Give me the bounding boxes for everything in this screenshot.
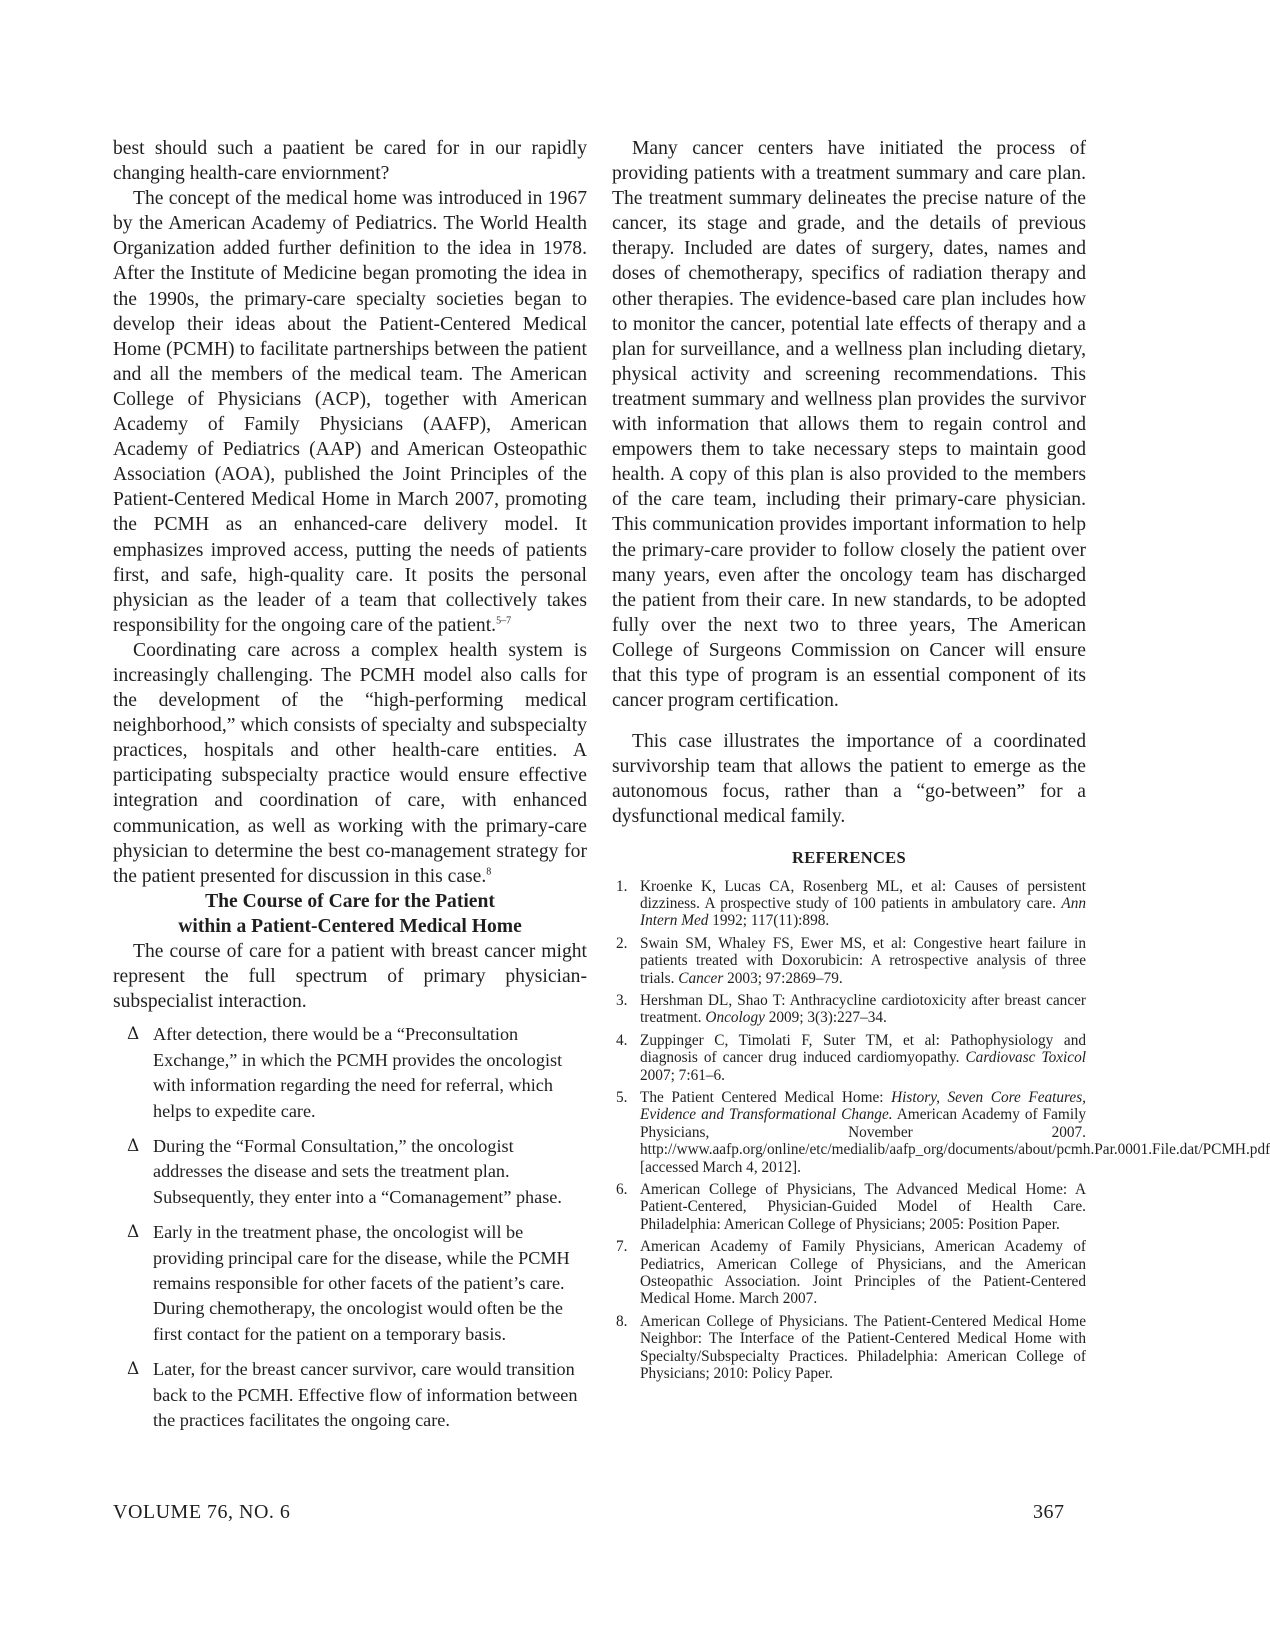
left-column <box>113 136 587 1443</box>
references-list <box>612 877 1270 1383</box>
reference-item: 5. The Patient Centered Medical Home: History, Seven Core Features, Evidence and Transformational Change. American Academy of Family Physicians, November 2007. http://www.aafp.org/online/etc/medialib/aafp_org/documents/about/pcmh.Par.0001.File.dat/PCMH.pdf [accessed March 4, 2012]. <box>616 1089 1270 1176</box>
bullet-item <box>113 1357 587 1433</box>
reference-number: 3. <box>616 991 628 1009</box>
left-paragraph-2 <box>113 186 587 638</box>
reference-number: 2. <box>616 934 628 952</box>
reference-number: 1. <box>616 877 628 895</box>
left-paragraph-3 <box>113 638 587 889</box>
reference-item: 7. American Academy of Family Physicians, American Academy of Pediatrics, American College of Physicians, and the American Osteopathic Association. Joint Principles of the Patient-Centered Medical Home. March 2007. <box>616 1238 1086 1308</box>
bullet-item <box>113 1022 587 1124</box>
delta-bullet-icon: Δ <box>127 1135 140 1156</box>
reference-item: 1. Kroenke K, Lucas CA, Rosenberg ML, et al: Causes of persistent dizziness. A prospective study of 100 patients in ambulatory care. Ann Intern Med 1992; 117(11):898. <box>616 877 1086 930</box>
delta-bullet-icon: Δ <box>127 1024 140 1045</box>
reference-number: 8. <box>616 1312 628 1330</box>
bullet-text: Early in the treatment phase, the oncologist will be providing principal care for the disease, while the PCMH remains responsible for other facets of the patient’s care. During chemotherapy, the oncologist would often be the first contact for the patient on a temporary basis. <box>153 1222 570 1344</box>
section-heading-line-1: The Course of Care for the Patient <box>205 890 495 912</box>
reference-item: 4. Zuppinger C, Timolati F, Suter TM, et al: Pathophysiology and diagnosis of cancer drug induced cardiomyopathy. Cardiovasc Toxicol 2007; 7:61–6. <box>616 1031 1086 1084</box>
section-heading <box>113 889 587 939</box>
reference-number: 4. <box>616 1031 628 1049</box>
left-paragraph-2-text: The concept of the medical home was introduced in 1967 by the American Academy of Pediatrics. The World Health Organization added further definition to the idea in 1978. After the Institute of Medicine began promoting the idea in the 1990s, the primary-care specialty societies began to develop their ideas about the Patient-Centered Medical Home (PCMH) to facilitate partnerships between the patient and all the members of the medical team. The American College of Physicians (ACP), together with American Academy of Family Physicians (AAFP), American Academy of Pediatrics (AAP) and American Osteopathic Association (AOA), published the Joint Principles of the Patient-Centered Medical Home in March 2007, promoting the PCMH as an enhanced-care delivery model. It emphasizes improved access, putting the needs of patients first, and safe, high-quality care. It posits the personal physician as the leader of a team that collectively takes responsibility for the ongoing care of the patient. <box>113 188 587 636</box>
bullet-text: After detection, there would be a “Preconsultation Exchange,” in which the PCMH provides the oncologist with information regarding the need for referral, which helps to expedite care. <box>153 1024 563 1121</box>
section-heading-line-2: within a Patient-Centered Medical Home <box>178 915 522 937</box>
left-paragraph-3-text: Coordinating care across a complex health system is increasingly challenging. The PCMH model also calls for the development of the “high-performing medical neighborhood,” which consists of specialty and subspecialty practices, hospitals and other health-care entities. A participating subspecialty practice would ensure effective integration and coordination of care, with enhanced communication, as well as working with the primary-care physician to determine the best co-management strategy for the patient presented for discussion in this case. <box>113 639 587 887</box>
left-paragraph-1: best should such a paatient be cared for in our rapidly changing health-care enviornment? <box>113 138 587 185</box>
citation-5-7: 5–7 <box>496 615 512 627</box>
reference-number: 7. <box>616 1238 628 1256</box>
reference-item: 8. American College of Physicians. The Patient-Centered Medical Home Neighbor: The Interface of the Patient-Centered Medical Home with Specialty/Subspecialty Practices. Philadelphia: American College of Physicians; 2010: Policy Paper. <box>616 1312 1086 1383</box>
bullet-list <box>113 1022 587 1433</box>
page-number: 367 <box>1033 1501 1065 1523</box>
references-heading: REFERENCES <box>792 847 906 867</box>
bullet-text: Later, for the breast cancer survivor, care would transition back to the PCMH. Effective flow of information between the practices facilitates the ongoing care. <box>153 1359 578 1430</box>
reference-number: 6. <box>616 1181 628 1199</box>
delta-bullet-icon: Δ <box>127 1359 140 1380</box>
bullet-item <box>113 1134 587 1210</box>
citation-8: 8 <box>486 866 492 878</box>
delta-bullet-icon: Δ <box>127 1222 140 1243</box>
bullet-text: During the “Formal Consultation,” the oncologist addresses the disease and sets the treatment plan. Subsequently, they enter into a “Comanagement” phase. <box>153 1135 562 1207</box>
reference-item: 3. Hershman DL, Shao T: Anthracycline cardiotoxicity after breast cancer treatment. Oncology 2009; 3(3):227–34. <box>616 991 1086 1027</box>
reference-number: 5. <box>616 1089 628 1106</box>
right-column <box>612 136 1270 1388</box>
reference-item: 2. Swain SM, Whaley FS, Ewer MS, et al: Congestive heart failure in patients treated with Doxorubicin: A retrospective analysis of three trials. Cancer 2003; 97:2869–79. <box>616 934 1086 987</box>
footer-volume: VOLUME 76, NO. 6 <box>113 1501 291 1523</box>
right-paragraph-1: Many cancer centers have initiated the process of providing patients with a treatment summary and care plan. The treatment summary delineates the precise nature of the cancer, its stage and grade, and the details of previous therapy. Included are dates of surgery, dates, names and doses of chemotherapy, specifics of radiation therapy and other therapies. The evidence-based care plan includes how to monitor the cancer, potential late effects of therapy and a plan for surveillance, and a wellness plan including dietary, physical activity and screening recommendations. This treatment summary and wellness plan provides the survivor with information that allows them to regain control and empowers them to take necessary steps to maintain good health. A copy of this plan is also provided to the members of the care team, including their primary-care physician. This communication provides important information to help the primary-care provider to follow closely the patient over many years, even after the oncology team has discharged the patient from their care. In new standards, to be adopted fully over the next two to three years, The American College of Surgeons Commission on Cancer will ensure that this type of program is an essential component of its cancer program certification. <box>612 138 1086 712</box>
bullet-item <box>113 1220 587 1347</box>
right-paragraph-2: This case illustrates the importance of a coordinated survivorship team that allows the patient to emerge as the autonomous focus, rather than a “go-between” for a dysfunctional medical family. <box>612 731 1086 828</box>
left-paragraph-4: The course of care for a patient with breast cancer might represent the full spectrum of primary physician-subspecialist interaction. <box>113 941 587 1013</box>
reference-item: 6. American College of Physicians, The Advanced Medical Home: A Patient-Centered, Physician-Guided Model of Health Care. Philadelphia: American College of Physicians; 2005: Position Paper. <box>616 1181 1086 1233</box>
